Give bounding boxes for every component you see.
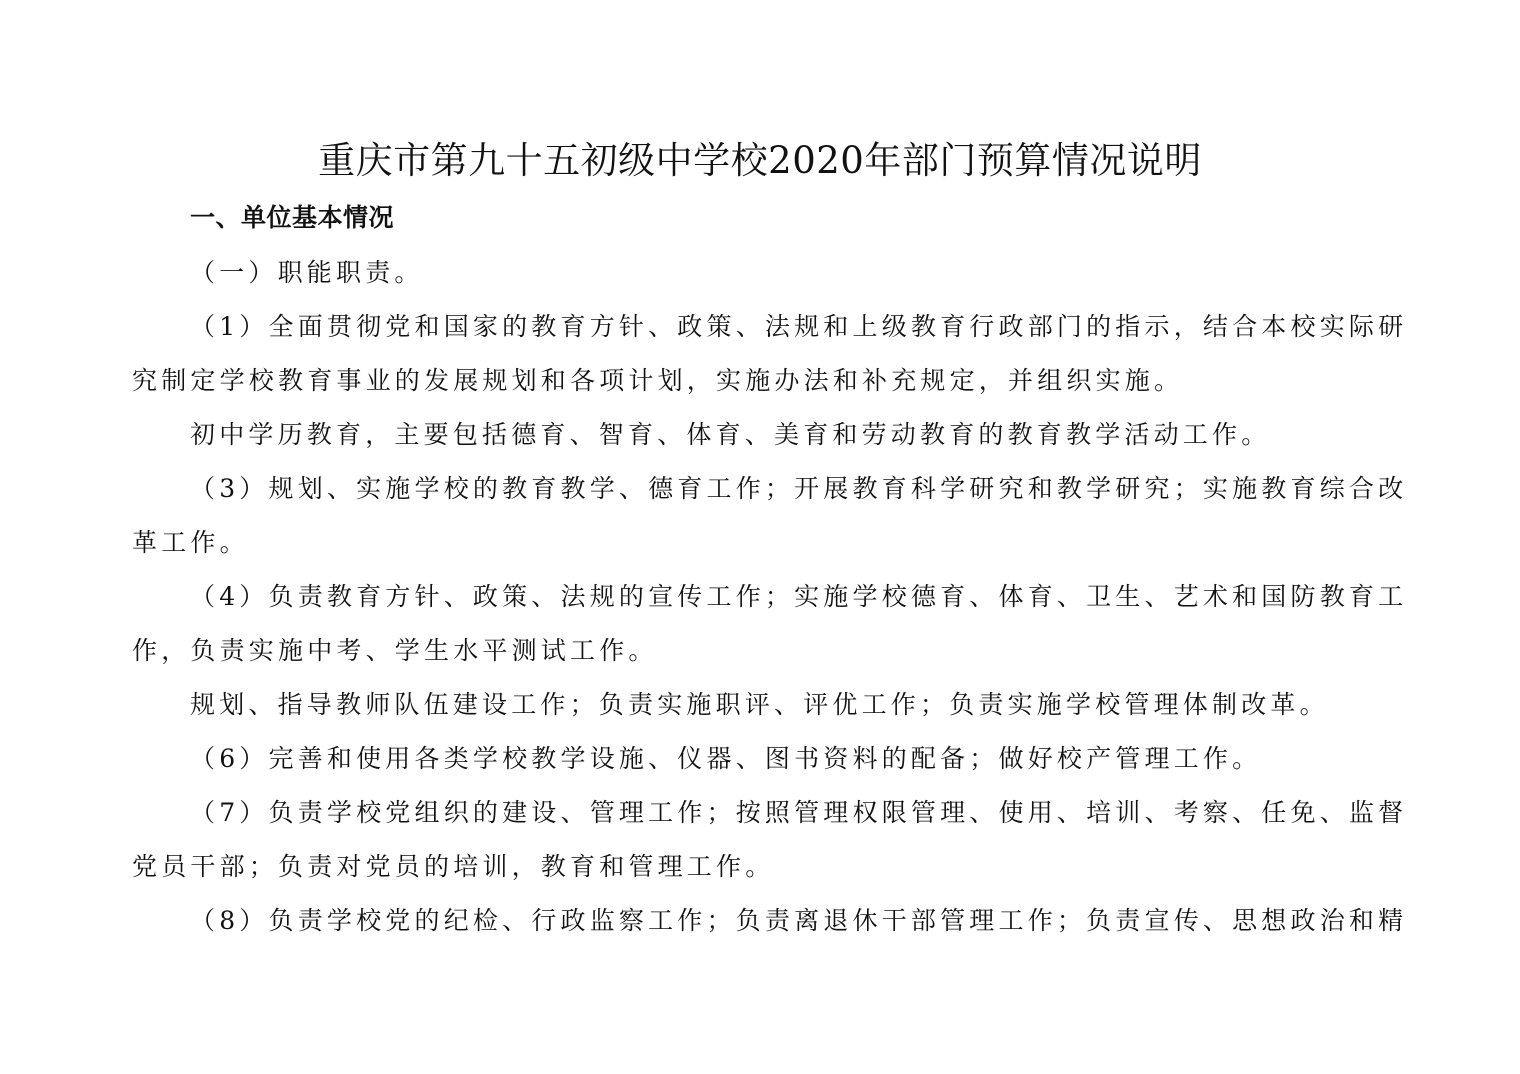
paragraph-item-1 — [132, 300, 1408, 408]
paragraph-line: 作，负责实施中考、学生水平测试工作。 — [132, 636, 658, 665]
paragraph-line: （8）负责学校党的纪检、行政监察工作；负责离退休干部管理工作；负责宣传、思想政治和精 — [190, 906, 1408, 935]
paragraph-line: 初中学历教育，主要包括德育、智育、体育、美育和劳动教育的教育教学活动工作。 — [190, 420, 1271, 449]
paragraph-line: （6）完善和使用各类学校教学设施、仪器、图书资料的配备；做好校产管理工作。 — [190, 744, 1262, 773]
document-body — [132, 246, 1408, 948]
paragraph-line: （一）职能职责。 — [190, 258, 424, 287]
paragraph-line: （7）负责学校党组织的建设、管理工作；按照管理权限管理、使用、培训、考察、任免、监督 — [190, 798, 1408, 827]
page-title: 重庆市第九十五初级中学校2020年部门预算情况说明 — [318, 139, 1202, 182]
paragraph-item-2 — [132, 408, 1394, 462]
paragraph-line: 究制定学校教育事业的发展规划和各项计划，实施办法和补充规定，并组织实施。 — [132, 366, 1184, 395]
paragraph-item-5 — [132, 678, 1394, 732]
paragraph-item-8 — [132, 894, 1408, 948]
paragraph-item-7 — [132, 786, 1408, 894]
paragraph-line: 革工作。 — [132, 528, 249, 557]
paragraph-item-3 — [132, 462, 1408, 570]
paragraph-item-4 — [132, 570, 1408, 678]
section-heading: 一、单位基本情况 — [190, 203, 395, 232]
paragraph-item-6 — [132, 732, 1394, 786]
paragraph-duties-heading — [132, 246, 1394, 300]
paragraph-line: （3）规划、实施学校的教育教学、德育工作；开展教育科学研究和教学研究；实施教育综合改 — [190, 474, 1408, 503]
paragraph-line: 规划、指导教师队伍建设工作；负责实施职评、评优工作；负责实施学校管理体制改革。 — [190, 690, 1329, 719]
paragraph-line: （1）全面贯彻党和国家的教育方针、政策、法规和上级教育行政部门的指示，结合本校实际研 — [190, 312, 1408, 341]
paragraph-line: 党员干部；负责对党员的培训，教育和管理工作。 — [132, 852, 775, 881]
paragraph-line: （4）负责教育方针、政策、法规的宣传工作；实施学校德育、体育、卫生、艺术和国防教育工 — [190, 582, 1408, 611]
